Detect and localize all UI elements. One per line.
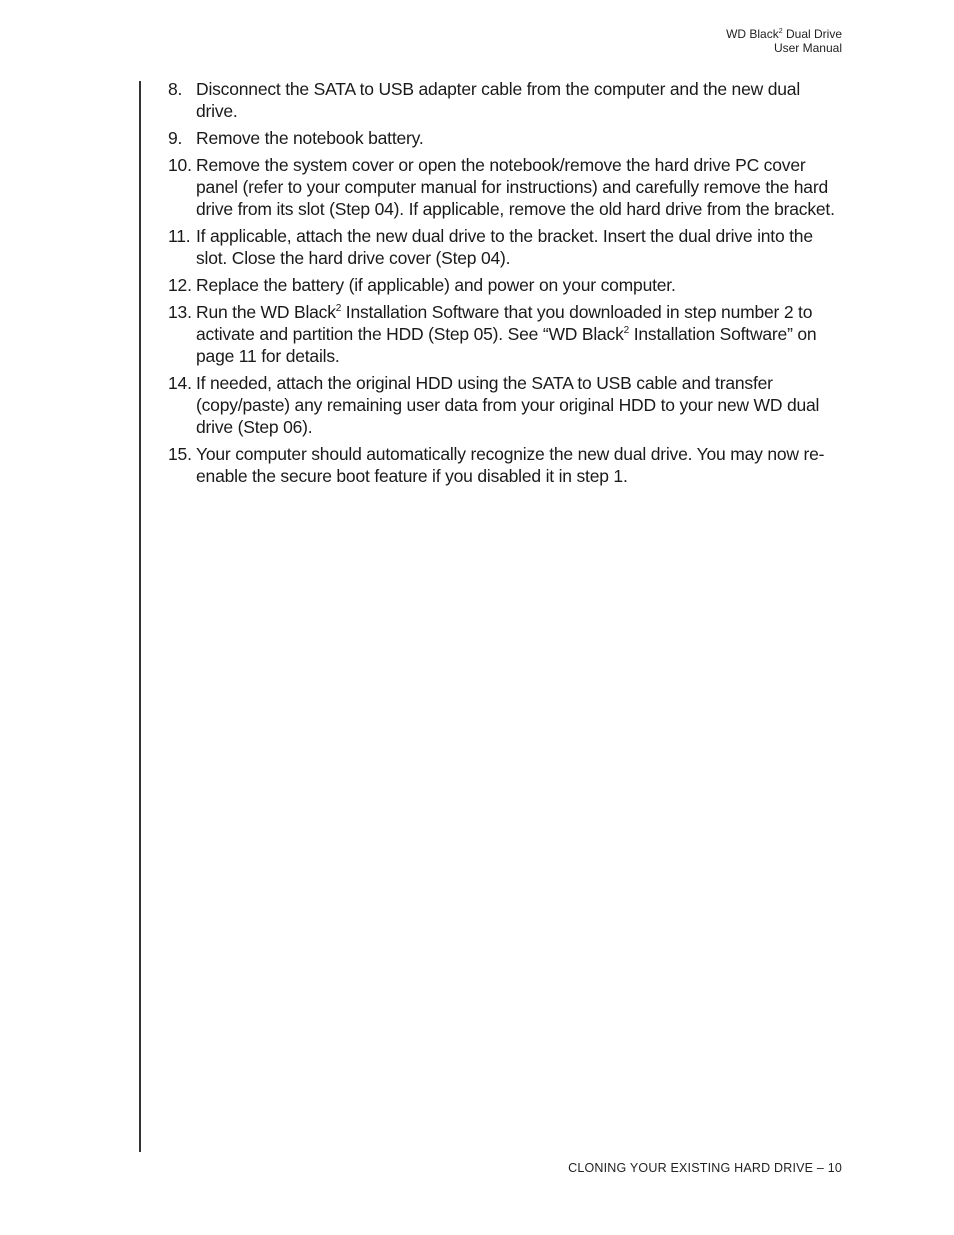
step-item <box>168 78 843 122</box>
step-text <box>196 274 843 296</box>
step-text-run: Installation Software that you downloaded in step number 2 to activate and partition the HDD (Step 05). See “WD Black <box>196 302 813 344</box>
step-text-run: Your computer should automatically recognize the new dual drive. You may now re-enable the secure boot feature if you disabled it in step 1. <box>196 444 825 486</box>
step-item <box>168 443 843 487</box>
running-header <box>726 28 842 55</box>
step-text-run: Disconnect the SATA to USB adapter cable from the computer and the new dual drive. <box>196 79 801 121</box>
margin-rule <box>139 81 141 1152</box>
step-text <box>196 154 843 220</box>
step-number: 12. <box>168 275 192 295</box>
step-number: 15. <box>168 444 192 464</box>
step-number: 10. <box>168 155 192 175</box>
step-text-run: Remove the system cover or open the notebook/remove the hard drive PC cover panel (refer to your computer manual for instructions) and carefully remove the hard drive from its slot (Step 04). If applicable, remove the old hard drive from the bracket. <box>196 155 835 219</box>
step-text-run: If needed, attach the original HDD using the SATA to USB cable and transfer (copy/paste) any remaining user data from your original HDD to your new WD dual drive (Step 06). <box>196 373 820 437</box>
step-number: 8. <box>168 79 183 99</box>
step-text-run: Run the WD Black <box>196 302 336 322</box>
step-item <box>168 154 843 220</box>
step-item <box>168 127 843 149</box>
step-text <box>196 78 843 122</box>
step-item <box>168 274 843 296</box>
step-text-run: Remove the notebook battery. <box>196 128 424 148</box>
step-text-run: If applicable, attach the new dual drive to the bracket. Insert the dual drive into the slot. Close the hard drive cover (Step 04). <box>196 226 813 268</box>
step-item <box>168 301 843 367</box>
step-number: 9. <box>168 128 183 148</box>
step-number: 11. <box>168 226 191 246</box>
step-text-run: Replace the battery (if applicable) and power on your computer. <box>196 275 676 295</box>
instruction-steps-list <box>168 78 843 492</box>
step-number: 14. <box>168 373 192 393</box>
superscript: 2 <box>623 325 630 337</box>
step-text-run: Installation Software” on page 11 for details. <box>196 324 817 366</box>
header-product-line: WD Black$^2$ Dual Drive <box>726 27 842 41</box>
header-manual-line: User Manual <box>773 40 842 55</box>
step-number: 13. <box>168 302 192 322</box>
superscript: 2 <box>335 303 342 315</box>
page-footer: CLONING YOUR EXISTING HARD DRIVE – 10 <box>568 1161 842 1175</box>
step-text <box>196 127 843 149</box>
step-text <box>196 443 843 487</box>
step-item <box>168 225 843 269</box>
step-text <box>196 225 843 269</box>
step-text <box>196 301 843 367</box>
step-text <box>196 372 843 438</box>
step-item <box>168 372 843 438</box>
